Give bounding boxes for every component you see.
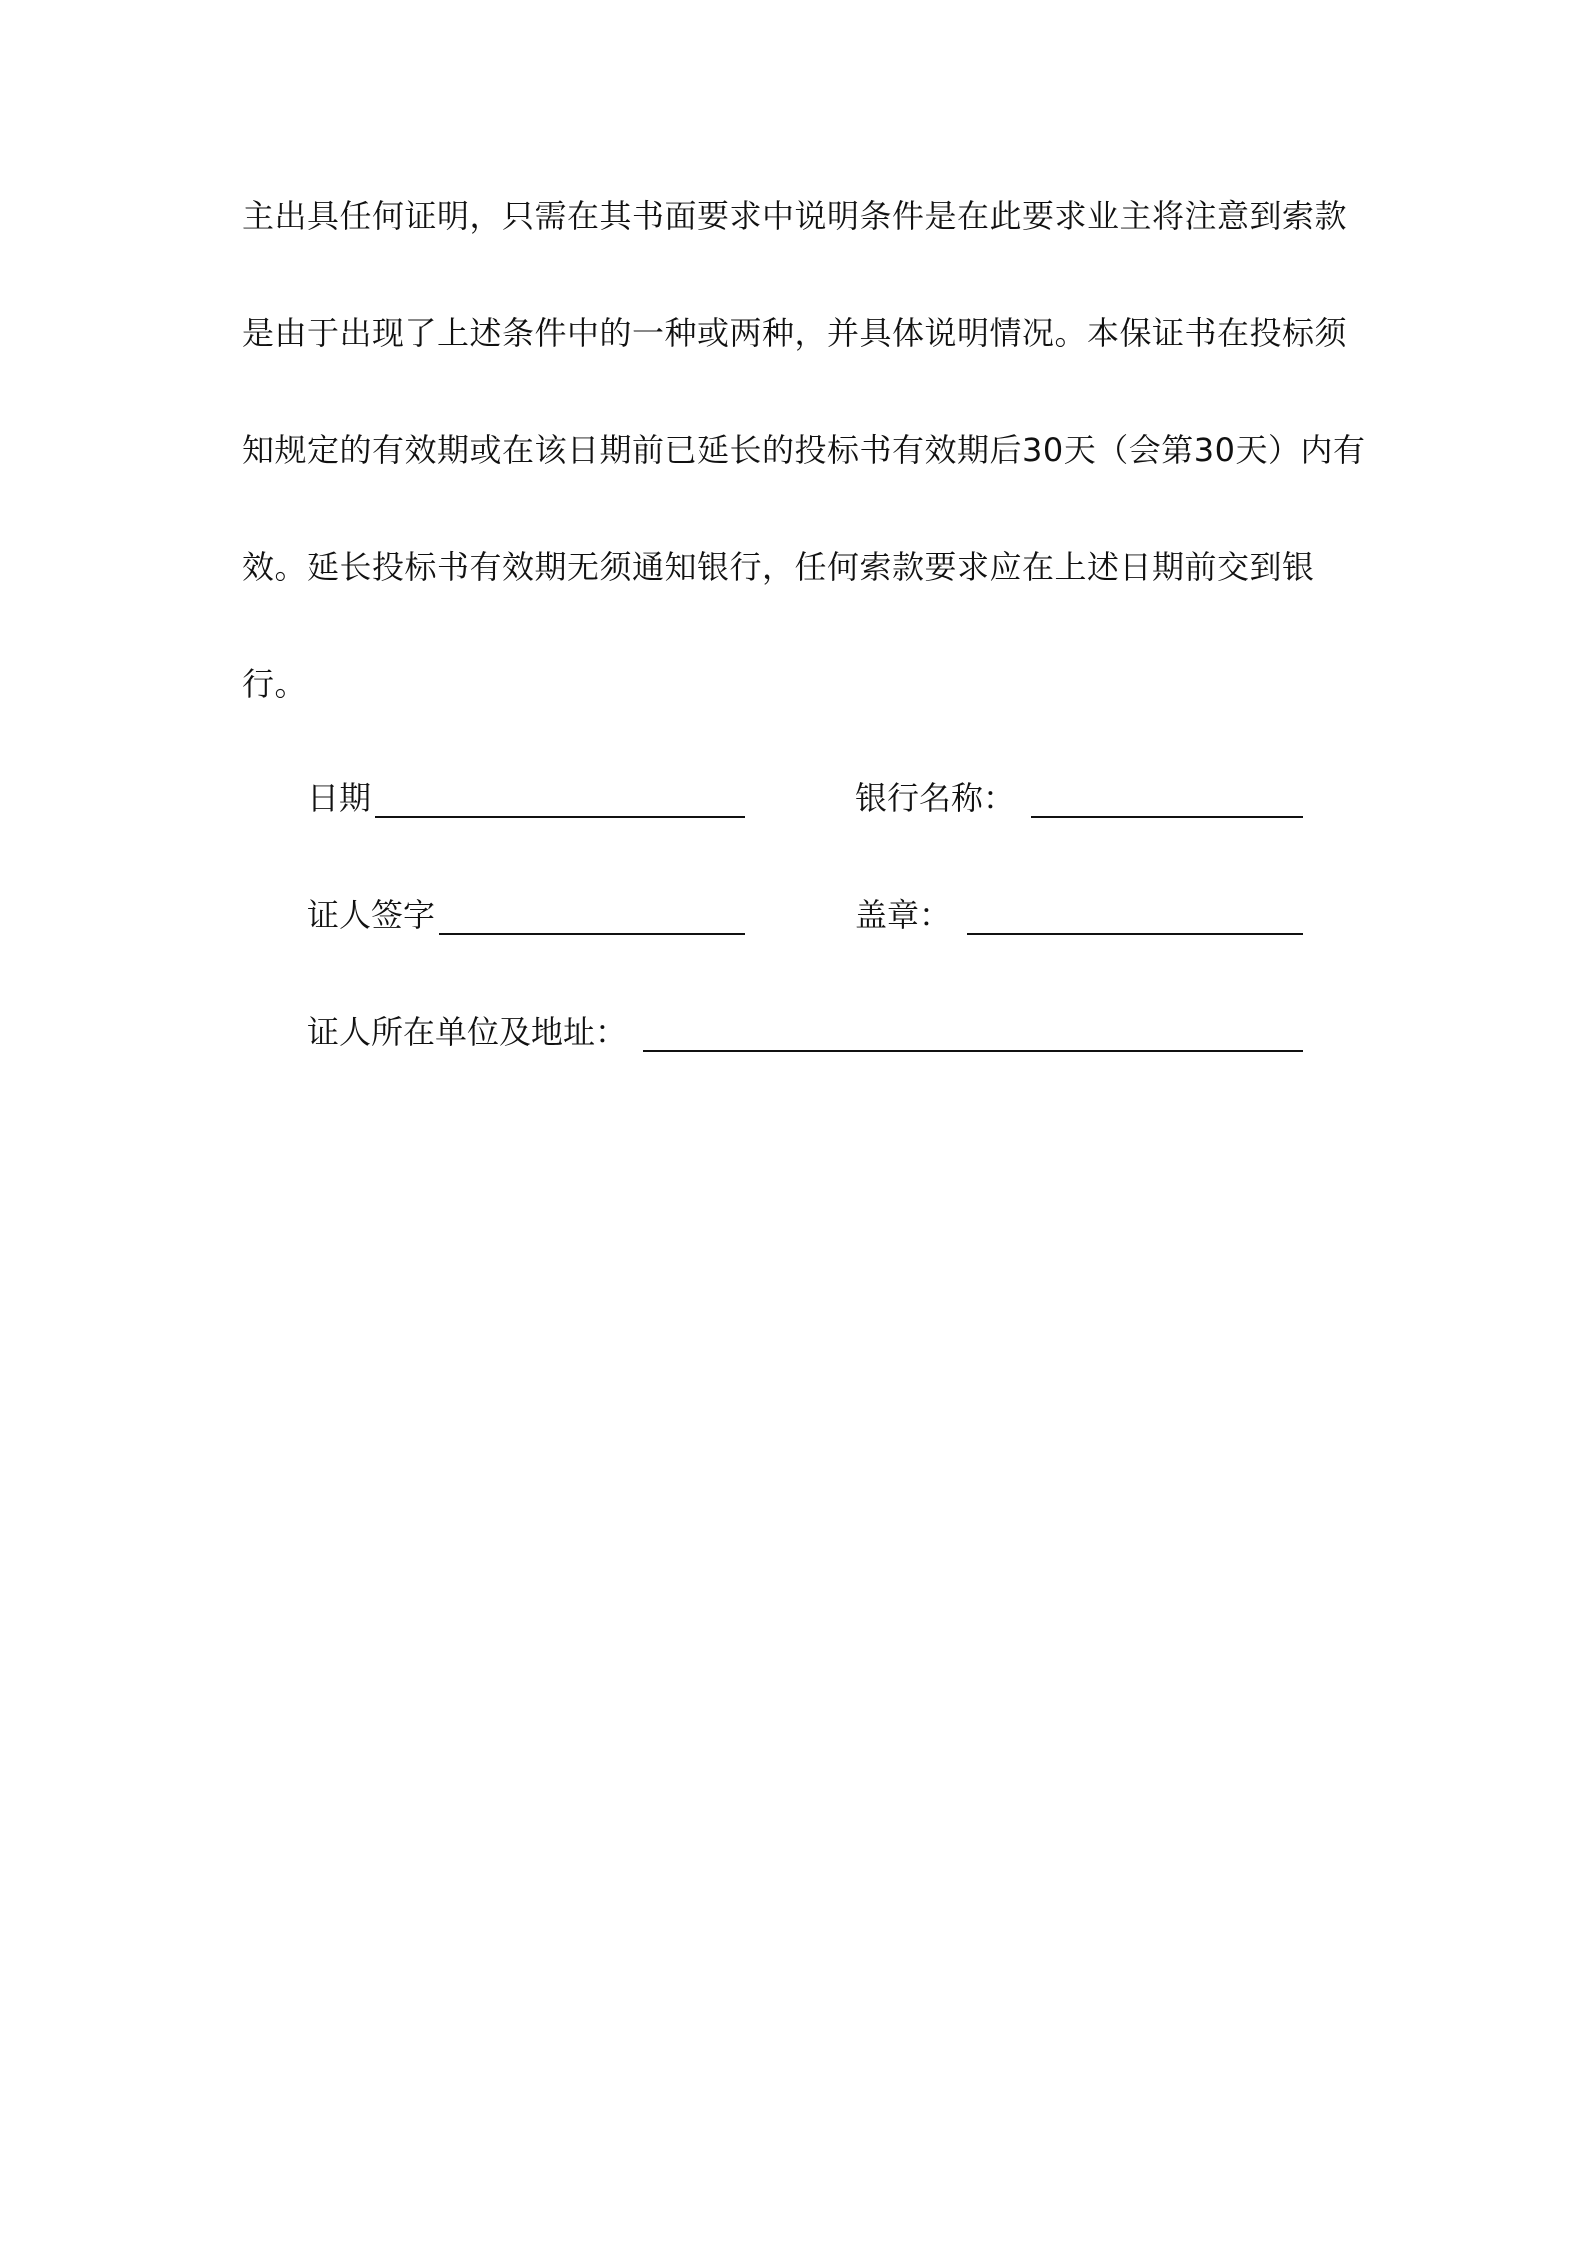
seal-label: 盖章： [855,896,952,934]
bank-name-label: 银行名称： [855,779,1016,817]
body-text-line: 是由于出现了上述条件中的一种或两种，并具体说明情况。本保证书在投标须 [242,314,1348,352]
bank-name-field [855,778,1303,818]
date-label: 日期 [307,779,372,817]
body-text-line: 知规定的有效期或在该日期前已延长的投标书有效期后30天（会第30天）内有 [242,431,1366,469]
witness-address-blank-line[interactable] [643,1014,1303,1052]
seal-field [855,895,1303,935]
body-text-line: 效。延长投标书有效期无须通知银行，任何索款要求应在上述日期前交到银 [242,548,1315,586]
date-blank-line[interactable] [375,780,745,818]
witness-address-label: 证人所在单位及地址： [307,1013,628,1051]
body-text-line: 行。 [242,665,308,703]
body-text-line: 主出具任何证明，只需在其书面要求中说明条件是在此要求业主将注意到索款 [242,197,1348,235]
seal-blank-line[interactable] [967,897,1303,935]
bank-name-blank-line[interactable] [1031,780,1303,818]
date-field [307,778,745,818]
witness-signature-blank-line[interactable] [439,897,745,935]
witness-address-field [307,1012,1303,1052]
witness-signature-field [307,895,745,935]
witness-signature-label: 证人签字 [307,896,436,934]
